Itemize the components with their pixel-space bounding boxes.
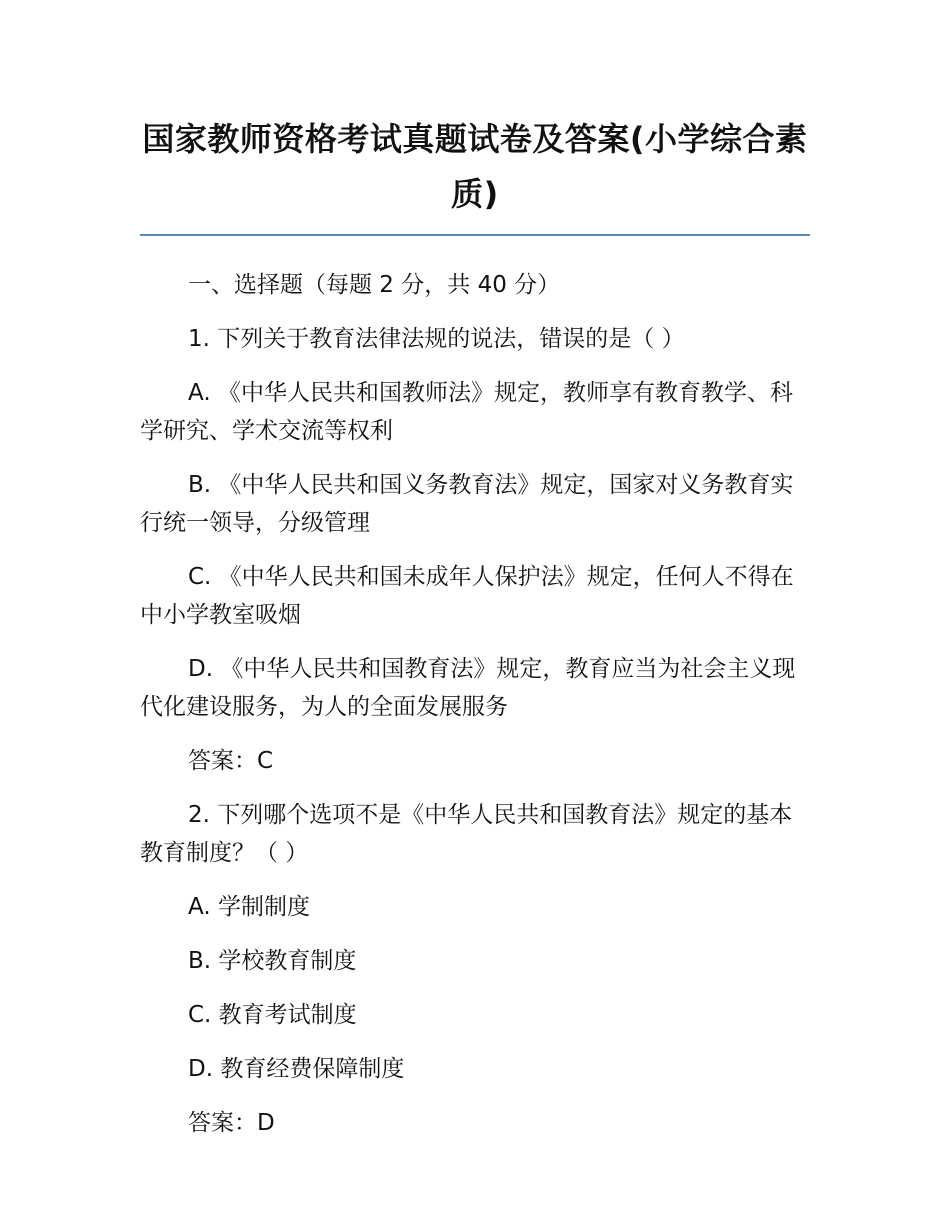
document-body <box>140 266 810 1142</box>
title-underline <box>140 234 810 236</box>
section-heading: 一、选择题（每题 2 分，共 40 分） <box>188 272 561 298</box>
question-1-option-d: D. 《中华人民共和国教育法》规定，教育应当为社会主义现代化建设服务，为人的全面发展服务 <box>140 656 796 720</box>
question-2-stem: 2. 下列哪个选项不是《中华人民共和国教育法》规定的基本教育制度？（ ） <box>140 802 793 866</box>
question-2-option-b: B. 学校教育制度 <box>188 948 357 974</box>
question-2-option-c: C. 教育考试制度 <box>188 1002 357 1028</box>
question-1-answer: 答案：C <box>188 748 274 774</box>
question-1-stem: 1. 下列关于教育法律法规的说法，错误的是（ ） <box>188 326 685 352</box>
question-2-answer: 答案：D <box>188 1110 275 1136</box>
question-1-option-c: C. 《中华人民共和国未成年人保护法》规定，任何人不得在中小学教室吸烟 <box>140 564 794 628</box>
question-1-option-b: B. 《中华人民共和国义务教育法》规定，国家对义务教育实行统一领导，分级管理 <box>140 472 794 536</box>
question-2-option-a: A. 学制制度 <box>188 894 310 920</box>
question-2-option-d: D. 教育经费保障制度 <box>188 1056 405 1082</box>
document-page <box>140 112 810 1158</box>
document-title: 国家教师资格考试真题试卷及答案(小学综合素质) <box>142 120 808 213</box>
question-1-option-a: A. 《中华人民共和国教师法》规定，教师享有教育教学、科学研究、学术交流等权利 <box>140 380 793 444</box>
